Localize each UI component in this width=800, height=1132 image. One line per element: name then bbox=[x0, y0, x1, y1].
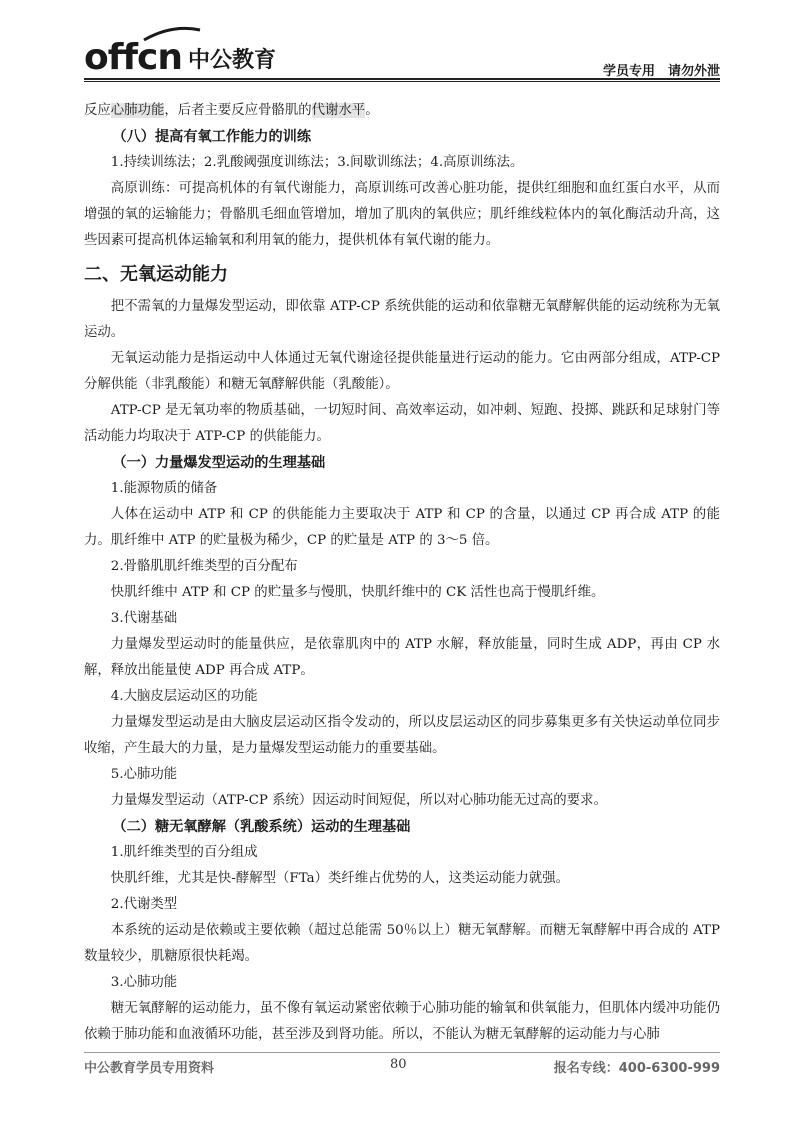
item-paragraph: 快肌纤维中 ATP 和 CP 的贮量多与慢肌，快肌纤维中的 CK 活性也高于慢肌纤维。 bbox=[110, 585, 605, 600]
subsection-heading-8: （八）提高有氧工作能力的训练 bbox=[112, 129, 312, 145]
item-title: 4.大脑皮层运动区的功能 bbox=[110, 689, 258, 704]
highlight-cardiopulmonary: 心肺功能 bbox=[110, 103, 165, 118]
page-footer bbox=[84, 1052, 720, 1077]
item-paragraph: 糖无氧酵解的运动能力，虽不像有氧运动紧密依赖于心肺功能的输氧和供氧能力，但肌体内缓冲功能仍依赖于肺功能和血液循环功能，甚至涉及到肾功能。所以，不能认为糖无氧酵解的运动能力与心肺 bbox=[84, 1001, 720, 1042]
header-divider bbox=[84, 78, 720, 80]
page-number: 80 bbox=[390, 1057, 407, 1072]
item-title: 2.代谢类型 bbox=[110, 897, 178, 912]
paragraph-anaerobic-capacity: 无氧运动能力是指运动中人体通过无氧代谢途径提供能量进行运动的能力。它由两部分组成，ATP-CP 分解供能（非乳酸能）和糖无氧酵解供能（乳酸能）。 bbox=[84, 351, 720, 392]
document-body bbox=[84, 98, 720, 1048]
item-title: 2.骨骼肌肌纤维类型的百分配布 bbox=[110, 559, 298, 574]
item-title: 1.肌纤维类型的百分组成 bbox=[110, 845, 258, 860]
paragraph-atp-cp: ATP-CP 是无氧功率的物质基础，一切短时间、高效率运动，如冲刺、短跑、投掷、跳跃和足球射门等活动能力均取决于 ATP-CP 的供能能力。 bbox=[84, 403, 720, 444]
highlight-metabolism: 代谢水平 bbox=[311, 103, 366, 118]
offcn-logo bbox=[84, 30, 276, 78]
item-title: 1.能源物质的储备 bbox=[110, 481, 218, 496]
logo-latin-text: offcn bbox=[84, 37, 183, 78]
header-divider-thin bbox=[84, 81, 720, 82]
item-paragraph: 本系统的运动是依赖或主要依赖（超过总能需 50％以上）糖无氧酵解。而糖无氧酵解中再合成的 ATP 数量较少，肌糖原很快耗竭。 bbox=[84, 923, 720, 964]
footer-hotline: 报名专线：400-6300-999 bbox=[553, 1061, 720, 1076]
section-heading-anaerobic: 二、无氧运动能力 bbox=[84, 264, 228, 285]
logo-swoosh-icon bbox=[142, 26, 202, 42]
paragraph-altitude-training: 高原训练：可提高机体的有氧代谢能力，高原训练可改善心脏功能，提供红细胞和血红蛋白水平，从而增强的氧的运输能力；骨骼肌毛细血管增加，增加了肌肉的氧供应；肌纤维线粒体内的氧化酶活动升高，这些因素可提高机体运输氧和利用氧的能力，提供机体有氧代谢的能力。 bbox=[84, 181, 720, 248]
item-title: 3.代谢基础 bbox=[110, 611, 178, 626]
item-paragraph: 力量爆发型运动（ATP-CP 系统）因运动时间短促，所以对心肺功能无过高的要求。 bbox=[110, 793, 607, 808]
subsection-heading-1: （一）力量爆发型运动的生理基础 bbox=[112, 455, 326, 471]
header-confidential-tag: 学员专用 请勿外泄 bbox=[602, 64, 720, 79]
item-title: 5.心肺功能 bbox=[110, 767, 178, 782]
page-header bbox=[84, 30, 720, 82]
paragraph-anaerobic-definition: 把不需氧的力量爆发型运动，即依靠 ATP-CP 系统供能的运动和依靠糖无氧酵解供能的运动统称为无氧运动。 bbox=[84, 299, 720, 340]
item-paragraph: 力量爆发型运动是由大脑皮层运动区指令发动的，所以皮层运动区的同步募集更多有关快运动单位同步收缩，产生最大的力量，是力量爆发型运动能力的重要基础。 bbox=[84, 715, 720, 756]
item-title: 3.心肺功能 bbox=[110, 975, 178, 990]
footer-source-label: 中公教育学员专用资料 bbox=[84, 1061, 215, 1076]
logo-chinese-text: 中公教育 bbox=[188, 48, 277, 73]
paragraph-training-methods: 1.持续训练法；2.乳酸阈强度训练法；3.间歇训练法；4.高原训练法。 bbox=[110, 155, 524, 170]
continued-paragraph: 反应心肺功能，后者主要反应骨骼肌的代谢水平。 bbox=[84, 103, 379, 118]
item-paragraph: 快肌纤维，尤其是快-酵解型（FTa）类纤维占优势的人，这类运动能力就强。 bbox=[110, 871, 569, 886]
item-paragraph: 人体在运动中 ATP 和 CP 的供能能力主要取决于 ATP 和 CP 的含量，以通过 CP 再合成 ATP 的能力。肌纤维中 ATP 的贮量极为稀少，CP 的贮量是 ATP 的 3～5 倍。 bbox=[84, 507, 720, 548]
subsection-heading-2: （二）糖无氧酵解（乳酸系统）运动的生理基础 bbox=[112, 819, 411, 835]
item-paragraph: 力量爆发型运动时的能量供应，是依靠肌肉中的 ATP 水解，释放能量，同时生成 ADP，再由 CP 水解，释放出能量使 ADP 再合成 ATP。 bbox=[84, 637, 720, 678]
